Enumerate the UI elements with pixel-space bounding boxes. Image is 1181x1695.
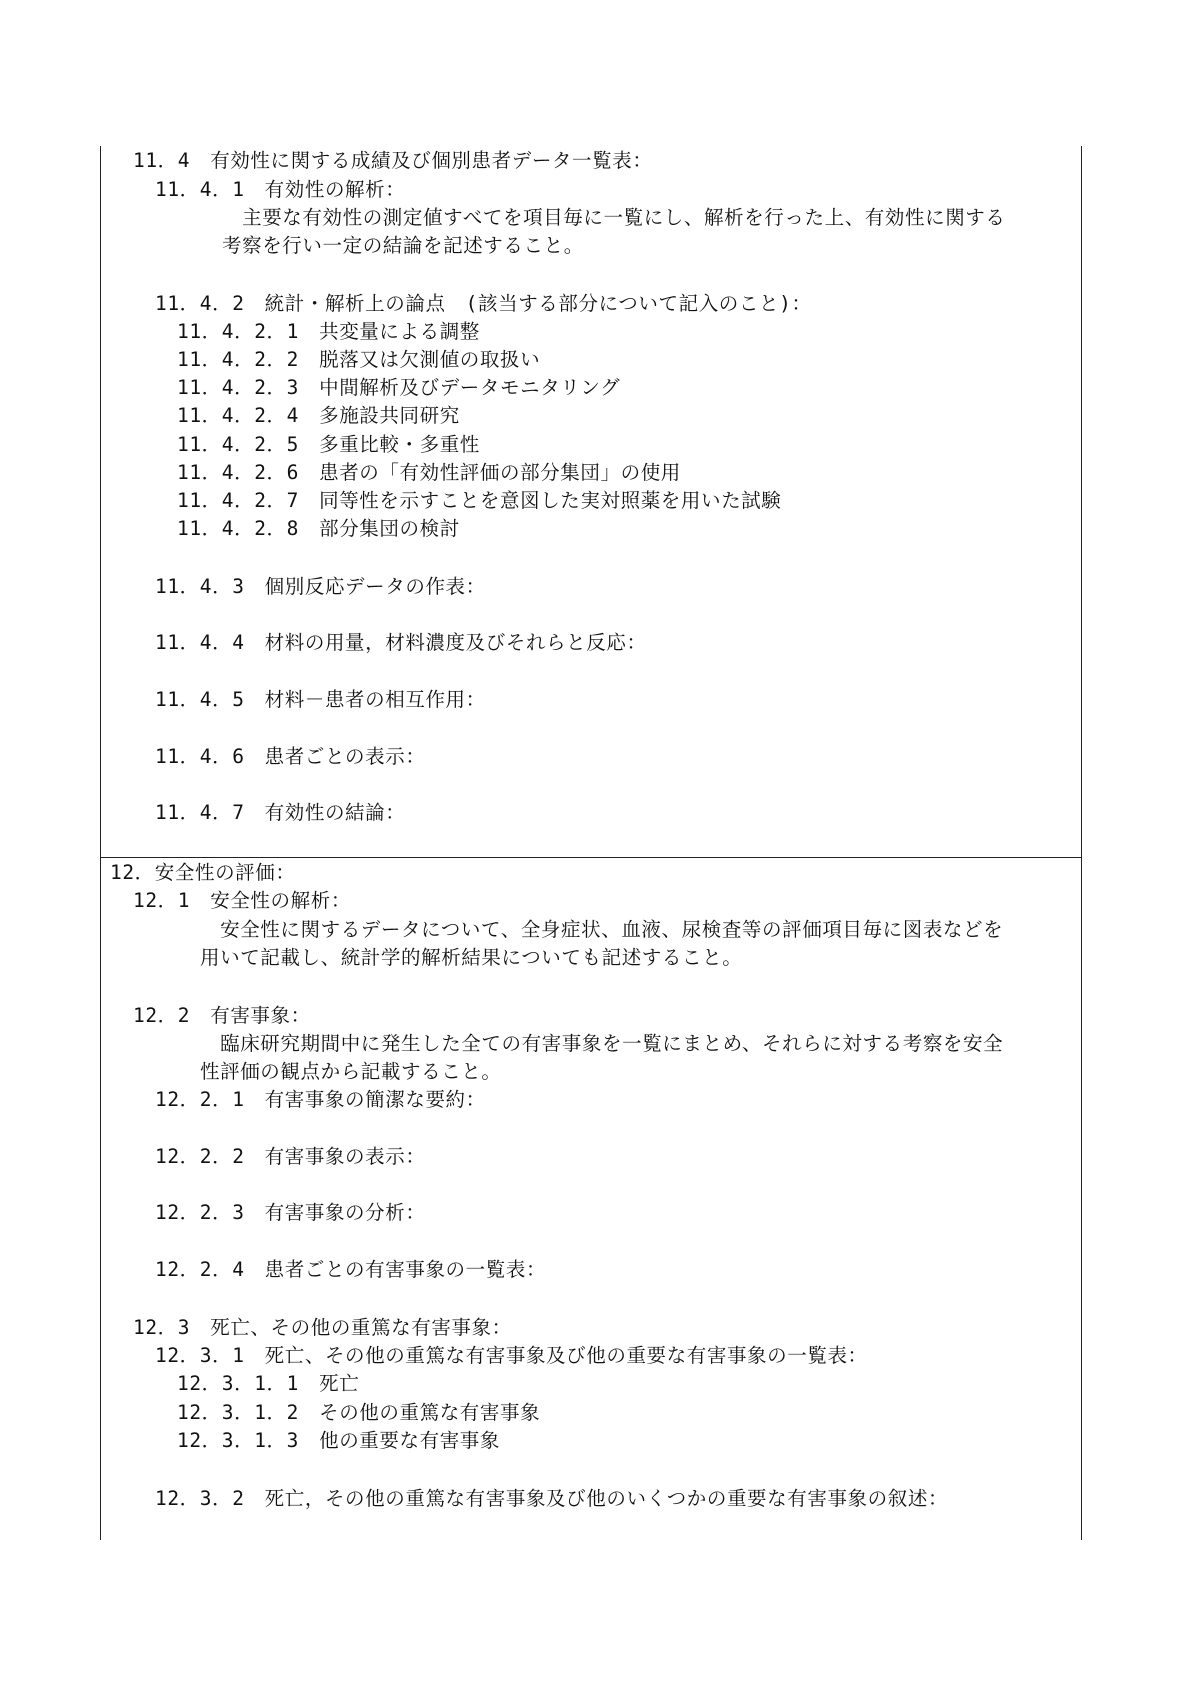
list-item: 12．2．1 有害事象の簡潔な要約：: [155, 1088, 486, 1111]
section-12-heading: 12．安全性の評価：: [110, 861, 296, 884]
list-item: 11．4．2．1 共変量による調整: [177, 320, 480, 343]
section-12-1-body-line2: 用いて記載し、統計学的解析結果についても記述すること。: [200, 946, 743, 969]
list-item: 12．3．1．3 他の重要な有害事象: [177, 1429, 500, 1452]
list-item: 11．4．2．6 患者の「有効性評価の部分集団」の使用: [177, 461, 681, 484]
section-11-4-7-heading: 11．4．7 有効性の結論：: [155, 801, 406, 824]
section-11-4-2-heading: 11．4．2 統計・解析上の論点 (該当する部分について記入のこと)：: [155, 292, 812, 315]
list-item: 12．3．1．2 その他の重篤な有害事象: [177, 1401, 541, 1424]
list-item: 11．4．2．7 同等性を示すことを意図した実対照薬を用いた試験: [177, 489, 782, 512]
list-item: 11．4．2．8 部分集団の検討: [177, 517, 460, 540]
section-12-1-body-line1: 安全性に関するデータについて、全身症状、血液、尿検査等の評価項目毎に図表などを: [200, 918, 1004, 941]
section-12-2-body-line1: 臨床研究期間中に発生した全ての有害事象を一覧にまとめ、それらに対する考察を安全: [200, 1032, 1004, 1055]
section-11-4-5-heading: 11．4．5 材料－患者の相互作用：: [155, 688, 486, 711]
section-divider: [100, 857, 1082, 858]
list-item: 11．4．2．2 脱落又は欠測値の取扱い: [177, 348, 541, 371]
list-item: 12．2．4 患者ごとの有害事象の一覧表：: [155, 1258, 547, 1281]
section-11-4-1-body-line2: 考察を行い一定の結論を記述すること。: [222, 234, 584, 257]
section-11-4-3-heading: 11．4．3 個別反応データの作表：: [155, 575, 486, 598]
section-11-4-1-body-line1: 主要な有効性の測定値すべてを項目毎に一覧にし、解析を行った上、有効性に関する: [222, 206, 1006, 229]
list-item: 12．2．2 有害事象の表示：: [155, 1145, 426, 1168]
list-item: 11．4．2．4 多施設共同研究: [177, 404, 460, 427]
list-item: 12．2．3 有害事象の分析：: [155, 1201, 426, 1224]
section-12-3-2-heading: 12．3．2 死亡，その他の重篤な有害事象及び他のいくつかの重要な有害事象の叙述：: [155, 1487, 949, 1510]
section-11-4-6-heading: 11．4．6 患者ごとの表示：: [155, 745, 426, 768]
section-11-4-1-heading: 11．4．1 有効性の解析：: [155, 178, 406, 201]
list-item: 11．4．2．3 中間解析及びデータモニタリング: [177, 376, 621, 399]
section-11-4-heading: 11．4 有効性に関する成績及び個別患者データ一覧表：: [133, 149, 653, 172]
section-12-2-heading: 12．2 有害事象：: [133, 1004, 311, 1027]
section-12-2-body-line2: 性評価の観点から記載すること。: [200, 1060, 502, 1083]
list-item: 12．3．1．1 死亡: [177, 1372, 360, 1395]
list-item: 11．4．2．5 多重比較・多重性: [177, 433, 480, 456]
section-12-3-1-heading: 12．3．1 死亡、その他の重篤な有害事象及び他の重要な有害事象の一覧表：: [155, 1344, 868, 1367]
section-12-1-heading: 12．1 安全性の解析：: [133, 889, 351, 912]
section-11-4-4-heading: 11．4．4 材料の用量，材料濃度及びそれらと反応：: [155, 631, 647, 654]
section-12-3-heading: 12．3 死亡、その他の重篤な有害事象：: [133, 1316, 512, 1339]
